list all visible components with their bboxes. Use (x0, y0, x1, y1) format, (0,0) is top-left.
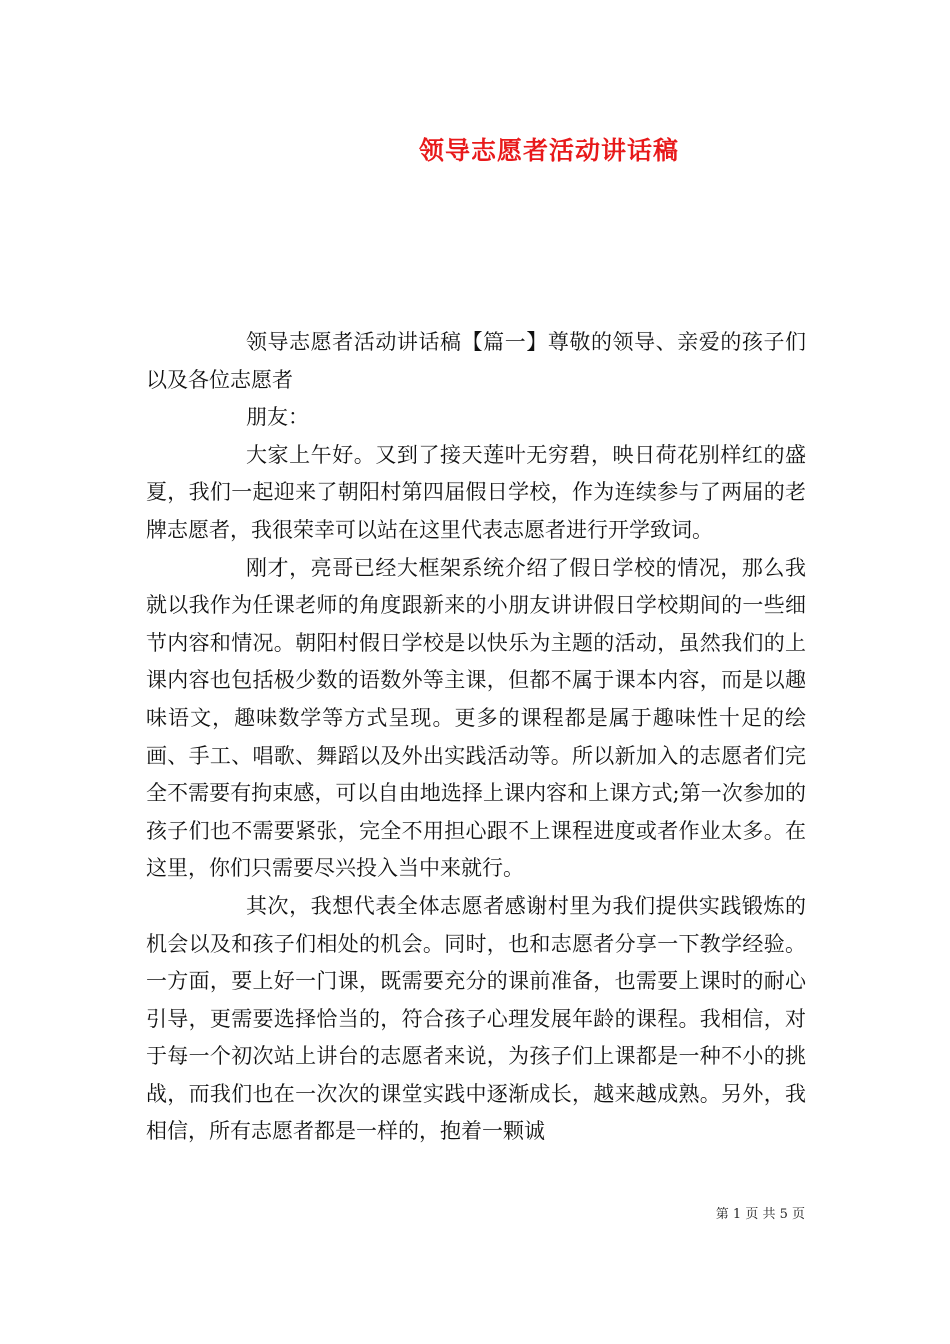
paragraph-school-intro: 刚才，亮哥已经大框架系统介绍了假日学校的情况，那么我就以我作为任课老师的角度跟新来的小朋友讲讲假日学校期间的一些细节内容和情况。朝阳村假日学校是以快乐为主题的活动，虽然我们的上课内容也包括极少数的语数外等主课，但都不属于课本内容，而是以趣味语文，趣味数学等方式呈现。更多的课程都是属于趣味性十足的绘画、手工、唱歌、舞蹈以及外出实践活动等。所以新加入的志愿者们完全不需要有拘束感，可以自由地选择上课内容和上课方式;第一次参加的孩子们也不需要紧张，完全不用担心跟不上课程进度或者作业太多。在这里，你们只需要尽兴投入当中来就行。 (146, 555, 806, 881)
page-footer: 第 1 页 共 5 页 (715, 1207, 805, 1222)
paragraph-intro: 领导志愿者活动讲话稿【篇一】尊敬的领导、亲爱的孩子们以及各位志愿者 (146, 330, 806, 392)
paragraph-greeting: 大家上午好。又到了接天莲叶无穷碧，映日荷花别样红的盛夏，我们一起迎来了朝阳村第四届假日学校，作为连续参与了两届的老牌志愿者，我很荣幸可以站在这里代表志愿者进行开学致词。 (146, 442, 806, 542)
paragraph-thanks: 其次，我想代表全体志愿者感谢村里为我们提供实践锻炼的机会以及和孩子们相处的机会。同时，也和志愿者分享一下教学经验。一方面，要上好一门课，既需要充分的课前准备，也需要上课时的耐心引导，更需要选择恰当的，符合孩子心理发展年龄的课程。我相信，对于每一个初次站上讲台的志愿者来说，为孩子们上课都是一种不小的挑战，而我们也在一次次的课堂实践中逐渐成长，越来越成熟。另外，我相信，所有志愿者都是一样的，抱着一颗诚 (146, 893, 806, 1144)
paragraph-salutation: 朋友： (246, 405, 309, 430)
document-body (146, 324, 806, 1151)
document-title: 领导志愿者活动讲话稿 (418, 136, 679, 165)
